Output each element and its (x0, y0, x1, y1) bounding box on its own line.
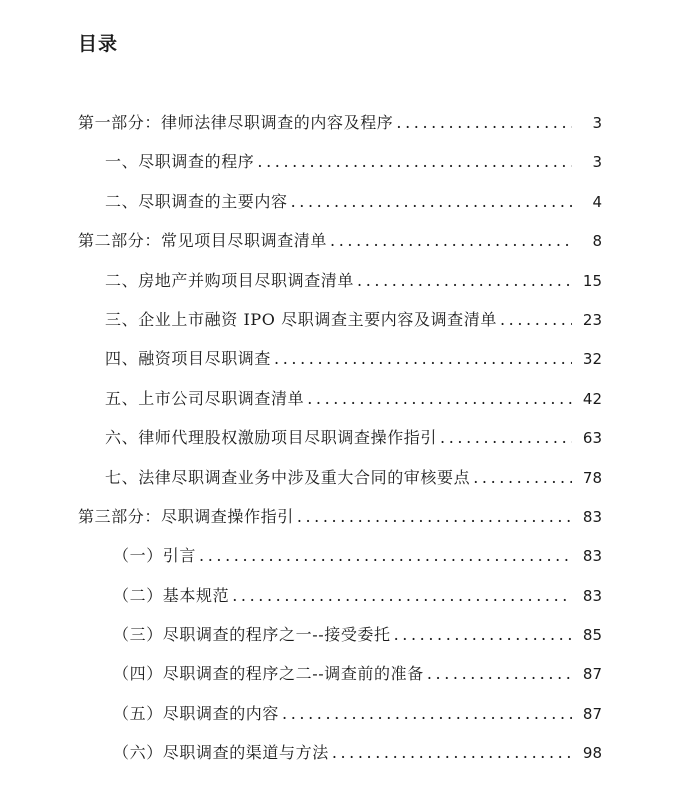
dot-leader (332, 733, 572, 772)
toc-entry[interactable] (0, 733, 674, 772)
dot-leader (394, 615, 572, 654)
toc-entry[interactable] (0, 300, 674, 339)
dot-leader (440, 418, 572, 457)
toc-entry[interactable] (0, 221, 674, 260)
toc-page-number: 63 (582, 429, 602, 448)
toc-entry[interactable] (0, 458, 674, 497)
toc-entry[interactable] (0, 261, 674, 300)
dot-leader (199, 536, 572, 575)
toc-entry-text: 三、企业上市融资 IPO 尽职调查主要内容及调查清单 (105, 309, 497, 329)
dot-leader (274, 339, 572, 378)
toc-entry-text: 二、房地产并购项目尽职调查清单 (105, 270, 355, 290)
toc-page-number: 85 (582, 626, 602, 645)
toc-page-number: 83 (582, 586, 602, 605)
toc-page-number: 87 (582, 665, 602, 684)
toc-entry[interactable] (0, 379, 674, 418)
dot-leader (232, 576, 572, 615)
toc-page-number: 83 (582, 547, 602, 566)
dot-leader (257, 142, 572, 181)
dot-leader (291, 182, 572, 221)
toc-page-number: 98 (582, 744, 602, 763)
toc-entry-text: （四）尽职调查的程序之二--调查前的准备 (113, 664, 424, 684)
dot-leader (427, 654, 572, 693)
toc-entry-text: 第一部分：律师法律尽职调查的内容及程序 (78, 113, 394, 132)
toc-page-number: 15 (582, 271, 602, 290)
toc-entry[interactable] (0, 497, 674, 536)
toc-entry-text: 第二部分：常见项目尽职调查清单 (78, 231, 328, 251)
toc-entry-text: （二）基本规范 (113, 585, 230, 605)
dot-leader (357, 261, 572, 300)
toc-entry-text: 二、尽职调查的主要内容 (105, 191, 288, 211)
dot-leader (330, 221, 572, 260)
toc-entry-text: 五、上市公司尽职调查清单 (105, 388, 305, 408)
toc-entry[interactable] (0, 418, 674, 457)
toc-entry[interactable] (0, 694, 674, 733)
toc-entry[interactable] (0, 536, 674, 575)
toc-page-number: 78 (582, 468, 602, 487)
dot-leader (307, 379, 572, 418)
toc-entry-text: （三）尽职调查的程序之一--接受委托 (113, 625, 391, 645)
toc-list (0, 103, 674, 773)
toc-page-number: 3 (592, 153, 602, 172)
toc-title: 目录 (78, 33, 119, 55)
toc-page-number: 32 (582, 350, 602, 369)
toc-entry-text: 七、法律尽职调查业务中涉及重大合同的审核要点 (105, 467, 471, 487)
dot-leader (297, 497, 572, 536)
toc-page-number: 87 (582, 704, 602, 723)
toc-entry[interactable] (0, 182, 674, 221)
toc-entry[interactable] (0, 576, 674, 615)
toc-page-number: 23 (582, 310, 602, 329)
toc-page-number: 8 (592, 232, 602, 251)
toc-entry[interactable] (0, 339, 674, 378)
toc-page-number: 83 (582, 507, 602, 526)
toc-page-number: 4 (592, 192, 602, 211)
dot-leader (473, 458, 572, 497)
toc-entry[interactable] (0, 142, 674, 181)
toc-entry-text: 第三部分：尽职调查操作指引 (78, 506, 294, 526)
toc-page-number: 3 (592, 114, 602, 132)
toc-entry-text: （一）引言 (113, 546, 197, 566)
toc-entry[interactable] (0, 103, 674, 142)
toc-entry-text: （六）尽职调查的渠道与方法 (113, 743, 329, 763)
dot-leader (396, 103, 572, 142)
toc-entry-text: 六、律师代理股权激励项目尽职调查操作指引 (105, 428, 438, 448)
toc-entry-text: （五）尽职调查的内容 (113, 703, 280, 723)
toc-entry-text: 一、尽职调查的程序 (105, 152, 255, 172)
dot-leader (500, 300, 572, 339)
toc-entry[interactable] (0, 615, 674, 654)
toc-entry[interactable] (0, 654, 674, 693)
dot-leader (282, 694, 572, 733)
toc-entry-text: 四、融资项目尽职调查 (105, 349, 272, 369)
toc-page-number: 42 (582, 389, 602, 408)
